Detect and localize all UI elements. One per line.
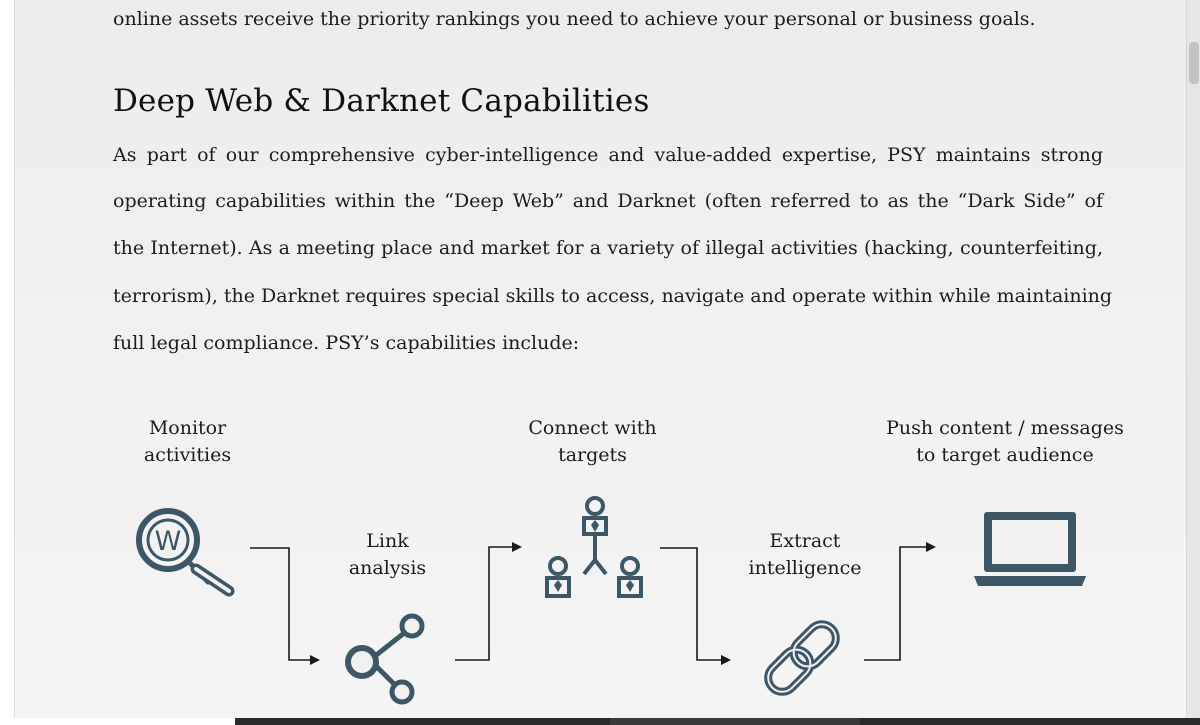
taskbar-segment	[610, 718, 860, 725]
step-label-line: Push content / messages	[886, 417, 1124, 439]
paragraph-line: terrorism), the Darknet requires special skills to access, navigate and operate within while maintaining	[113, 285, 1113, 307]
arrow-monitor-to-link	[250, 548, 318, 660]
step-label-line: Link	[366, 530, 409, 552]
arrow-link-to-connect	[455, 547, 520, 660]
paragraph-line: operating capabilities within the “Deep Web” and Darknet (often referred to as the “Dark Side” of	[113, 190, 1103, 212]
step-label-line: Connect with	[528, 417, 657, 439]
arrow-connect-to-extract	[660, 548, 729, 660]
section-title: Deep Web & Darknet Capabilities	[113, 83, 650, 119]
previous-paragraph-line: online assets receive the priority rankings you need to achieve your personal or business goals.	[113, 8, 1036, 30]
paragraph-line: the Internet). As a meeting place and market for a variety of illegal activities (hacking, counterfeiting,	[113, 237, 1103, 259]
step-label-line: to target audience	[916, 444, 1094, 466]
step-label-line: activities	[143, 444, 232, 466]
network-nodes-icon	[340, 608, 435, 708]
web-letter: W	[154, 526, 182, 557]
laptop-icon	[972, 508, 1088, 590]
vertical-scrollbar[interactable]	[1186, 0, 1200, 718]
step-label-line: Extract	[769, 530, 841, 552]
chain-link-icon	[752, 608, 852, 708]
web-search-icon	[130, 498, 240, 598]
step-label-line: analysis	[348, 557, 427, 579]
step-label-line: intelligence	[748, 557, 862, 579]
people-hierarchy-icon	[540, 494, 645, 606]
scrollbar-thumb[interactable]	[1189, 42, 1199, 84]
step-label-line: Monitor	[148, 417, 227, 439]
step-label-line: targets	[558, 444, 627, 466]
taskbar-strip	[235, 718, 1200, 725]
paragraph-line: full legal compliance. PSY’s capabilities include:	[113, 332, 580, 354]
paragraph-line: As part of our comprehensive cyber-intelligence and value-added expertise, PSY maintains strong	[113, 144, 1103, 166]
arrow-extract-to-push	[864, 547, 934, 660]
